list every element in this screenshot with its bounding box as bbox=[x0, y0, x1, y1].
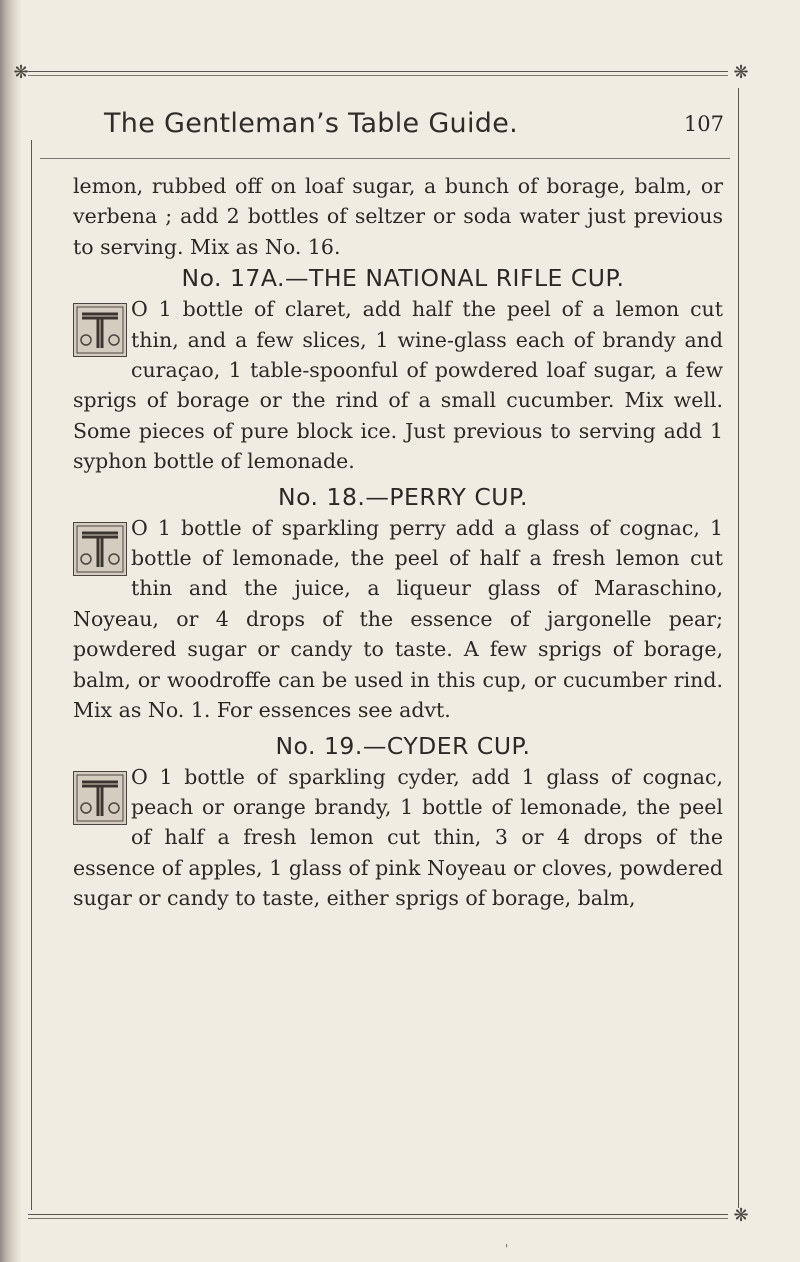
book-spine-shadow bbox=[0, 0, 22, 1262]
recipe-heading-17a: No. 17A.—THE NATIONAL RIFLE CUP. bbox=[181, 264, 625, 293]
bottom-border-rule bbox=[28, 1214, 728, 1215]
header-rule bbox=[40, 158, 730, 159]
recipe-heading-19: No. 19.—CYDER CUP. bbox=[275, 731, 531, 760]
left-border-line bbox=[31, 140, 32, 1210]
ornate-letter-t-icon bbox=[74, 772, 126, 824]
corner-ornament-top-left-icon: ❋ bbox=[13, 62, 29, 83]
recipe-body-17a: O 1 bottle of claret, add half the peel of a lemon cut thin, and a few slices, 1 wine-glass each of brandy and curaçao, 1 table-spoonful of powdered loaf sugar, a few sprigs of borage or the rind of a small cucumber. Mix well. Some pieces of pure block ice. Just previous to serving add 1 syphon bottle of lemonade. bbox=[73, 297, 723, 474]
drop-cap-ornament bbox=[73, 522, 127, 576]
top-border-rule-inner bbox=[28, 75, 728, 76]
corner-ornament-top-right-icon: ❋ bbox=[733, 62, 749, 83]
top-border-rule bbox=[28, 71, 728, 72]
drop-cap-ornament bbox=[73, 771, 127, 825]
page-number: 107 bbox=[683, 112, 724, 136]
printer-mark: ' bbox=[505, 1242, 509, 1256]
right-border-line bbox=[738, 88, 739, 1208]
ornate-letter-t-icon bbox=[74, 304, 126, 356]
drop-cap-ornament bbox=[73, 303, 127, 357]
book-title: The Gentleman’s Table Guide. bbox=[104, 108, 519, 139]
recipe-body-19: O 1 bottle of sparkling cyder, add 1 glass of cognac, peach or orange brandy, 1 bottle of lemonade, the peel of half a fresh lemon cut thin, 3 or 4 drops of the essence of apples, 1 glass of pink Noyeau or cloves, powdered sugar or candy to taste, either sprigs of borage, balm, bbox=[73, 764, 723, 911]
ornate-letter-t-icon bbox=[74, 523, 126, 575]
recipe-body-18: O 1 bottle of sparkling perry add a glass of cognac, 1 bottle of lemonade, the peel of half a fresh lemon cut thin and the juice, a liqueur glass of Maraschino, Noyeau, or 4 drops of the essence of jargonelle pear; powdered sugar or candy to taste. A few sprigs of borage, balm, or woodroffe can be used in this cup, or cucumber rind. Mix as No. 1. For essences see advt. bbox=[73, 515, 723, 723]
intro-paragraph: lemon, rubbed off on loaf sugar, a bunch of borage, balm, or verbena ; add 2 bottles of seltzer or soda water just previous to serving. Mix as No. 16. bbox=[73, 174, 723, 259]
bottom-border-rule-inner bbox=[28, 1218, 728, 1219]
page-body bbox=[73, 171, 723, 914]
recipe-heading-18: No. 18.—PERRY CUP. bbox=[278, 482, 528, 511]
corner-ornament-bottom-right-icon: ❋ bbox=[733, 1205, 749, 1226]
running-header bbox=[104, 104, 724, 144]
